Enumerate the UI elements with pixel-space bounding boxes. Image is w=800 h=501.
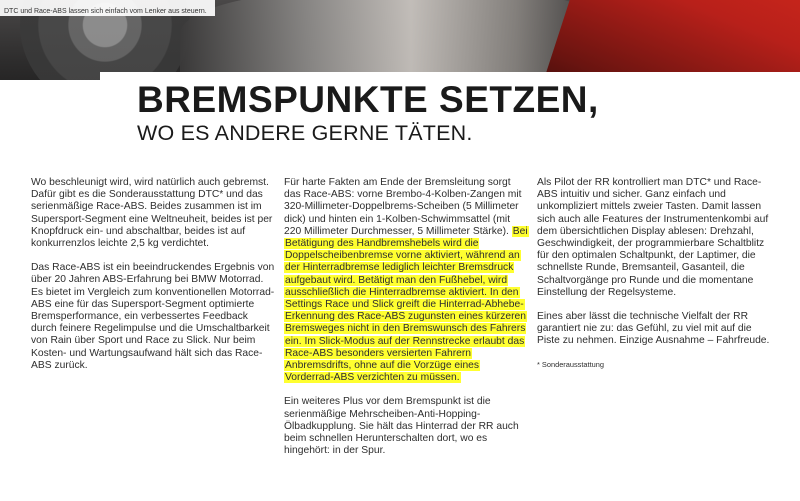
text-column-3 [537, 177, 777, 370]
footnote: * Sonderausstattung [537, 359, 604, 369]
paragraph: Wo beschleunigt wird, wird natürlich auch gebremst. Dafür gibt es die Sonderausstattung DTC* und das serienmäßige Race-ABS. Beides zusammen ist im Supersport-Segment eine Weltneuheit, beides ist per Knopfdruck ein- und abschaltbar, beides ist auf konkurrenzlos leichte 2,5 kg verdichtet. [31, 177, 273, 250]
highlighted-text: Bei Betätigung des Handbremshebels wird die Doppelscheibenbremse vorne aktiviert, während an der Hinterradbremse lediglich leichter Bremsdruck aufgebaut wird. Betätigt man den Fußhebel, wird ausschließlich die Hinterradbremse aktiviert. In den Settings Race und Slick greift die Hinterrad-Abhebe-Erkennung des Race-ABS zugunsten eines kürzeren Bremsweges nicht in den Bremswunsch des Fahrers ein. Im Slick-Modus auf der Rennstrecke erlaubt das Race-ABS besonders versierten Fahrern Anbremsdrifts, ohne auf die Vorzüge eines Vorderrad-ABS verzichten zu müssen. [285, 225, 528, 384]
paragraph: Ein weiteres Plus vor dem Bremspunkt ist die serienmäßige Mehrscheiben-Anti-Hopping-Ölbadkupplung. Sie hält das Hinterrad der RR auch beim schnellen Herunterschalten dort, wo es hingehört: in der Spur. [284, 396, 519, 457]
page-subtitle: WO ES ANDERE GERNE TÄTEN. [137, 121, 473, 145]
paragraph: Das Race-ABS ist ein beeindruckendes Ergebnis von über 20 Jahren ABS-Erfahrung bei BMW Motorrad. Es bietet im Vergleich zum konventionellen Motorrad-ABS eine für das Supersport-Segment optimierte Bremsperformance, ein verbessertes Feedback durch feinere Regelimpulse und die Umschaltbarkeit von Rain über Sport und Race zu Slick. Nur beim Kosten- und Wartungsaufwand hält sich das Race-ABS zurück. [31, 262, 275, 371]
page-title: BREMSPUNKTE SETZEN, [137, 79, 599, 120]
photo-caption-box [0, 0, 215, 16]
paragraph: Als Pilot der RR kontrolliert man DTC* und Race-ABS intuitiv und sicher. Ganz einfach und unkompliziert mittels zweier Tasten. Damit lassen sich auch alle Features der Instrumentenkombi auf dem übersichtlichen Display ablesen: Drehzahl, Geschwindigkeit, der programmierbare Schaltblitz für den optimalen Schaltpunkt, der Laptimer, die schnellste Runde, Bremsanteil, Gasanteil, die Schaltvorgänge pro Runde und die momentane Einstellung der Regelsysteme. [537, 177, 769, 298]
text-column-1 [31, 177, 275, 372]
panel-notch [100, 72, 120, 102]
photo-caption: DTC und Race-ABS lassen sich einfach vom Lenker aus steuern. [4, 8, 207, 15]
text-column-2 [284, 177, 530, 457]
paragraph: Eines aber lässt die technische Vielfalt der RR garantiert nie zu: das Gefühl, zu viel mit auf die Piste zu nehmen. Einzige Ausnahme – Fahrfreude. [537, 311, 770, 347]
paragraph [284, 177, 530, 384]
paragraph-text: Für harte Fakten am Ende der Bremsleitung sorgt das Race-ABS: vorne Brembo-4-Kolben-Zangen mit 320-Millimeter-Doppelbrems-Scheiben (5 Millimeter dick) und hinten ein 1-Kolben-Schwimmsattel (mit 220 Millimeter Durchmesser, 5 Millimeter Stärke). [284, 177, 522, 237]
